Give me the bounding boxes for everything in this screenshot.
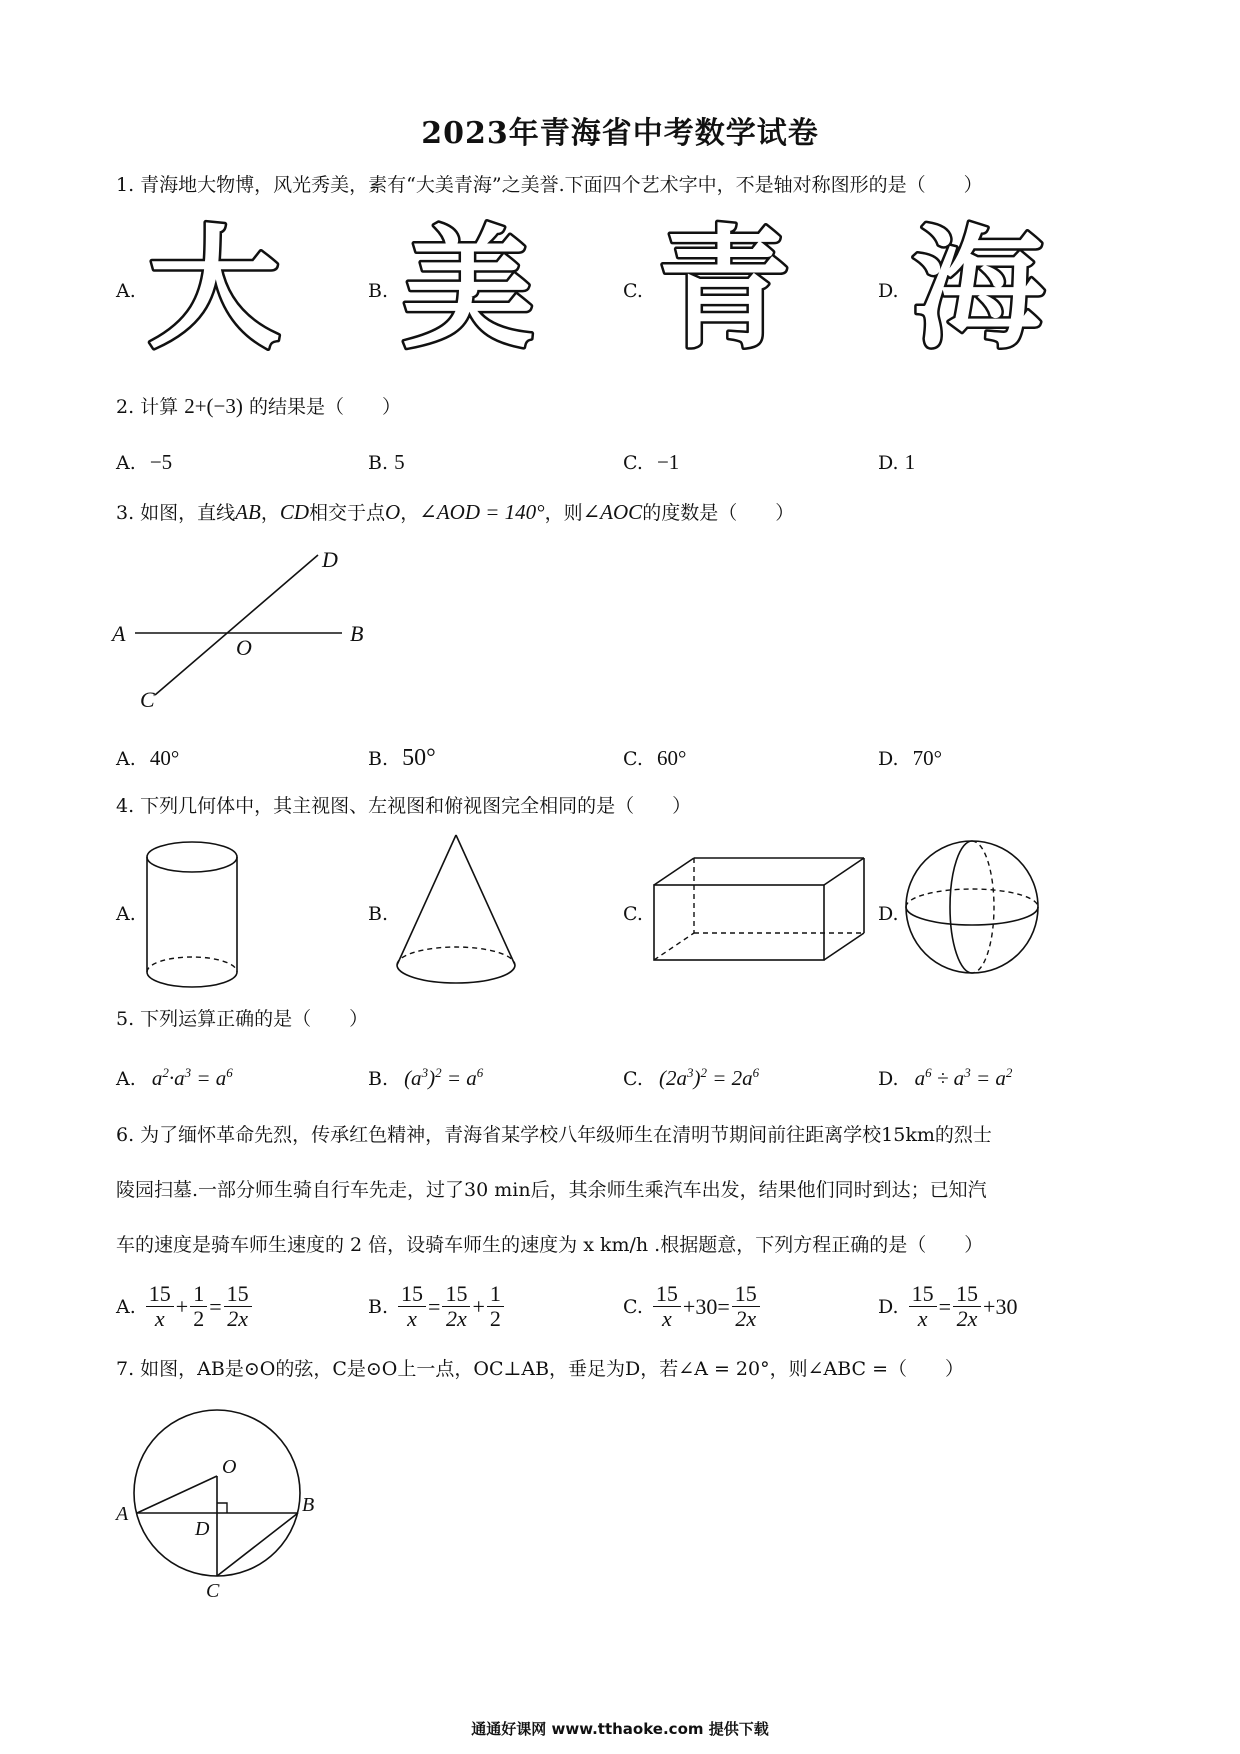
fraction xyxy=(224,1282,252,1331)
plus-sign: + xyxy=(472,1293,485,1319)
cylinder-icon xyxy=(140,835,245,995)
fraction xyxy=(146,1282,174,1331)
q3-stem-d: ，则 xyxy=(544,502,583,524)
art-characters xyxy=(140,215,1140,355)
numerator: 15 xyxy=(442,1282,470,1307)
q3-figure-intersecting-lines xyxy=(110,545,380,715)
q6-option-d-label: D. xyxy=(878,1295,899,1318)
page-title: 2023年青海省中考数学试卷 xyxy=(421,116,819,151)
question-6-line-1: 6. 为了缅怀革命先烈，传承红色精神，青海省某学校八年级师生在清明节期间前往距离学校15km的烈士 xyxy=(116,1124,992,1146)
plus-sign: + xyxy=(682,1293,696,1319)
q2-option-d-label: D. xyxy=(878,452,899,474)
denominator: 2x xyxy=(227,1306,248,1331)
q5-option-d-label: D. xyxy=(878,1068,899,1090)
q2-option-b-value: 5 xyxy=(394,450,405,474)
q3-point-o: O xyxy=(385,500,401,524)
q5-option-a-expr: $a^2\cdot a^3 = a^6$ xyxy=(151,1065,233,1090)
q2-option-d-value: 1 xyxy=(904,450,916,474)
question-6-line-3: 车的速度是骑车师生速度的 2 倍，设骑车师生的速度为 x km/h .根据题意，下列方程正确的是（ ） xyxy=(116,1234,984,1256)
q2-option-c-label: C. xyxy=(623,452,643,474)
q3-stem-c: ， xyxy=(400,502,420,524)
q6-option-b-label: B. xyxy=(368,1295,389,1318)
q3-option-b xyxy=(368,745,436,772)
label-d: D xyxy=(322,547,338,572)
fraction xyxy=(953,1282,981,1331)
fraction xyxy=(909,1282,937,1331)
q6-option-c-label: C. xyxy=(623,1295,643,1318)
q3-option-d-label: D. xyxy=(878,748,899,770)
q4-option-a-label: A. xyxy=(116,903,136,925)
q3-option-b-label: B. xyxy=(368,748,389,770)
q3-option-c-value: 60° xyxy=(656,746,687,770)
plus-sign: + xyxy=(983,1293,996,1319)
constant: 30 xyxy=(995,1293,1018,1319)
fraction xyxy=(732,1282,760,1331)
numerator: 15 xyxy=(224,1282,252,1307)
q2-option-d xyxy=(878,449,915,476)
question-1-stem: 1. 青海地大物博，风光秀美，素有“大美青海”之美誉.下面四个艺术字中，不是轴对称图形的是（ ） xyxy=(116,174,983,196)
q7-figure-circle xyxy=(110,1395,330,1600)
q3-stem-a: 3. 如图，直线 xyxy=(116,502,236,524)
art-char-mei: 美 xyxy=(402,215,534,355)
label-d: D xyxy=(195,1518,210,1540)
q4-option-c-label: C. xyxy=(623,903,643,925)
denominator: 2 xyxy=(489,1306,501,1331)
equals-sign: = xyxy=(938,1293,952,1319)
fraction xyxy=(190,1282,207,1331)
q5-option-a xyxy=(116,1060,233,1092)
q3-line-cd: CD xyxy=(279,500,310,524)
q3-option-b-value: 50° xyxy=(402,745,436,771)
q3-option-c xyxy=(623,745,686,772)
label-a: A xyxy=(112,621,126,646)
numerator: 15 xyxy=(398,1282,426,1307)
art-char-hai: 海 xyxy=(912,215,1044,355)
numerator: 1 xyxy=(190,1282,207,1307)
q3-option-a xyxy=(116,745,179,772)
q4-option-b-label: B. xyxy=(368,903,389,925)
q5-option-c-expr: $(2a^3)^2 = 2a^6$ xyxy=(658,1065,760,1090)
label-b: B xyxy=(350,621,364,646)
cuboid-icon xyxy=(650,855,870,965)
label-a: A xyxy=(116,1503,129,1525)
denominator: x xyxy=(917,1306,928,1331)
q6-option-a xyxy=(116,1282,254,1331)
q3-sep: ， xyxy=(260,502,280,524)
q5-option-b-expr: $(a^3)^2 = a^6$ xyxy=(404,1065,484,1090)
q6-option-b xyxy=(368,1282,506,1331)
right-angle-mark xyxy=(217,1503,227,1513)
denominator: 2 xyxy=(193,1306,205,1331)
q5-option-a-label: A. xyxy=(116,1068,136,1090)
q5-option-b xyxy=(368,1060,483,1092)
footer-source: 通通好课网 www.tthaoke.com 提供下载 xyxy=(471,1720,769,1738)
fraction xyxy=(653,1282,681,1331)
q2-option-b xyxy=(368,449,405,476)
q5-option-c xyxy=(623,1060,759,1092)
question-7-stem: 7. 如图，AB是⊙O的弦，C是⊙O上一点，OC⊥AB，垂足为D，若∠A = 20°，则∠ABC =（ ） xyxy=(116,1358,965,1380)
art-char-qing: 青 xyxy=(658,215,790,355)
q3-condition: ∠AOD = 140° xyxy=(419,500,545,524)
segment-ao xyxy=(137,1476,217,1513)
denominator: 2x xyxy=(956,1306,978,1331)
q1-option-d-label: D. xyxy=(878,280,899,302)
question-3-stem xyxy=(116,499,794,526)
equals-sign: = xyxy=(209,1293,222,1319)
fraction xyxy=(398,1282,426,1331)
numerator: 1 xyxy=(487,1282,504,1307)
label-c: C xyxy=(140,687,155,712)
cone-icon xyxy=(392,830,522,995)
line-cd xyxy=(155,555,318,695)
denominator: x xyxy=(662,1306,672,1331)
label-o: O xyxy=(222,1456,237,1478)
question-4-stem: 4. 下列几何体中，其主视图、左视图和俯视图完全相同的是（ ） xyxy=(116,795,692,817)
q3-asked-angle: ∠AOC xyxy=(582,500,643,524)
q4-option-d-label: D. xyxy=(878,903,899,925)
q3-option-a-value: 40° xyxy=(149,746,180,770)
q2-stem-suffix: 的结果是（ ） xyxy=(248,396,401,418)
q2-expression: 2+(−3) xyxy=(184,394,243,418)
q2-option-b-label: B. xyxy=(368,452,389,474)
q1-option-c-label: C. xyxy=(623,280,643,302)
constant: 30 xyxy=(695,1293,718,1319)
q1-option-b-label: B. xyxy=(368,280,389,302)
q2-option-c xyxy=(623,449,679,476)
q3-option-a-label: A. xyxy=(116,748,136,770)
equals-sign: = xyxy=(428,1293,441,1319)
q2-stem-prefix: 2. 计算 xyxy=(116,396,179,418)
segment-bc xyxy=(217,1513,298,1576)
q5-option-d xyxy=(878,1060,1012,1092)
q5-option-d-expr: $a^6 \div a^3 = a^2$ xyxy=(914,1065,1013,1090)
q3-stem-b: 相交于点 xyxy=(309,502,386,524)
q3-stem-e: 的度数是（ ） xyxy=(642,502,795,524)
denominator: x xyxy=(154,1306,165,1331)
q2-option-a-value: −5 xyxy=(149,450,173,474)
question-5-stem: 5. 下列运算正确的是（ ） xyxy=(116,1008,369,1030)
q6-option-d xyxy=(878,1282,1017,1331)
numerator: 15 xyxy=(953,1282,981,1307)
sphere-icon xyxy=(900,835,1045,980)
question-2-stem xyxy=(116,393,401,420)
denominator: 2x xyxy=(446,1306,467,1331)
question-6-line-2: 陵园扫墓.一部分师生骑自行车先走，过了30 min后，其余师生乘汽车出发，结果他们同时到达；已知汽 xyxy=(116,1179,987,1201)
art-char-da: 大 xyxy=(148,215,280,355)
q5-option-b-label: B. xyxy=(368,1068,389,1090)
numerator: 15 xyxy=(146,1282,174,1307)
label-c: C xyxy=(206,1580,220,1600)
numerator: 15 xyxy=(732,1282,760,1307)
denominator: 2x xyxy=(735,1306,757,1331)
equals-sign: = xyxy=(717,1293,730,1319)
q5-option-c-label: C. xyxy=(623,1068,643,1090)
label-o: O xyxy=(236,635,252,660)
q2-option-a-label: A. xyxy=(116,452,136,474)
numerator: 15 xyxy=(909,1282,937,1307)
q3-option-c-label: C. xyxy=(623,748,643,770)
q3-option-d-value: 70° xyxy=(912,746,943,770)
q1-option-a-label: A. xyxy=(116,280,136,302)
plus-sign: + xyxy=(175,1293,189,1319)
denominator: x xyxy=(407,1306,417,1331)
numerator: 15 xyxy=(653,1282,681,1307)
q6-option-a-label: A. xyxy=(116,1295,136,1318)
q6-option-c xyxy=(623,1282,762,1331)
q2-option-c-value: −1 xyxy=(656,450,680,474)
q3-option-d xyxy=(878,745,942,772)
q2-option-a xyxy=(116,449,172,476)
fraction xyxy=(487,1282,504,1331)
q3-line-ab: AB xyxy=(235,500,261,524)
fraction xyxy=(442,1282,470,1331)
label-b: B xyxy=(302,1494,315,1516)
